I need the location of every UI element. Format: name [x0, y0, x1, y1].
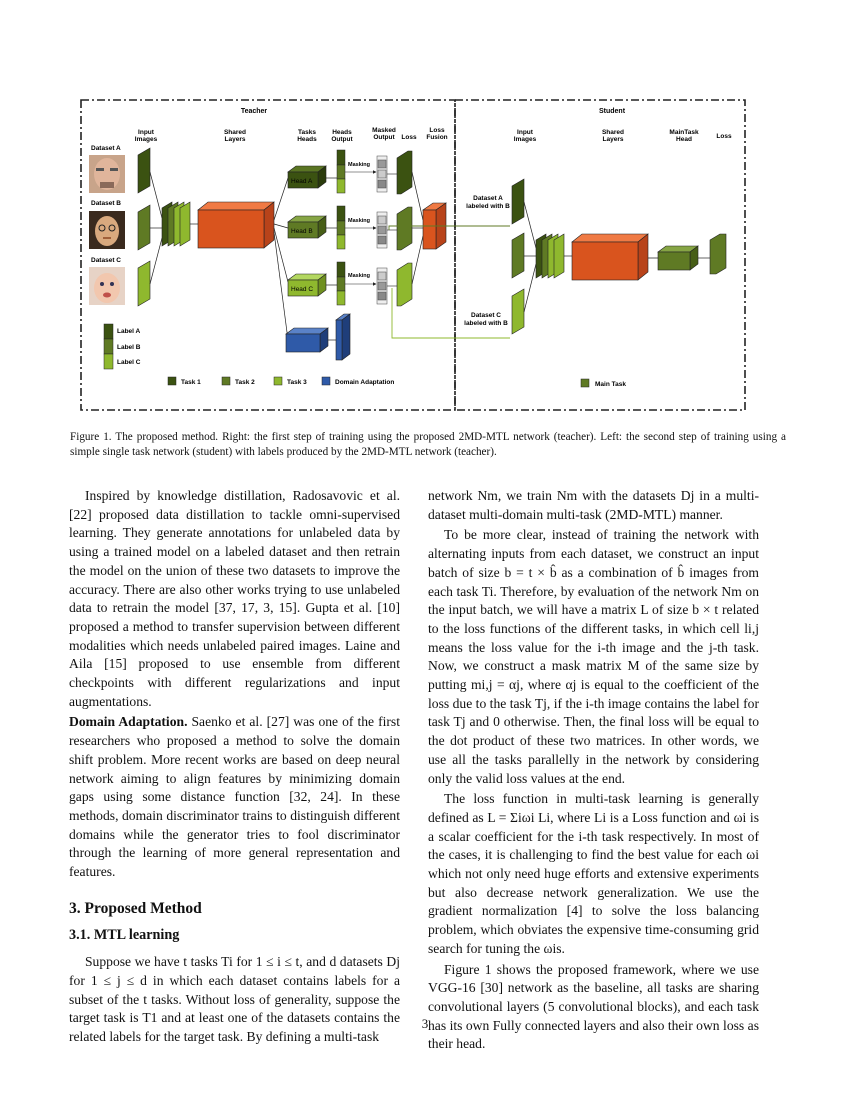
hdr-tasks-heads-2: Heads [297, 136, 317, 143]
legend-label-c: Label C [117, 359, 141, 366]
masked-output-blocks [377, 156, 387, 304]
hdr-s-input-images-2: Images [513, 136, 537, 143]
hdr-s-shared-layers-2: Layers [602, 136, 624, 143]
student-loss-slab [710, 234, 726, 274]
head-a-label: Head A [291, 178, 313, 185]
dataset-c-label: Dataset C [91, 257, 121, 264]
student-dataset-a-2: labeled with B [466, 203, 510, 210]
student-maintask-head [658, 246, 698, 270]
teacher-input-slabs [138, 148, 150, 306]
student-input-slabs [512, 179, 524, 334]
hdr-s-loss: Loss [716, 133, 732, 140]
legend-task3: Task 3 [287, 379, 307, 386]
hdr-masked-output-2: Output [373, 134, 395, 141]
face-image-b [89, 211, 125, 249]
teacher-loss-slabs [397, 151, 412, 306]
hdr-heads-output-1: Heads [332, 129, 352, 136]
legend-swatch-label-c [104, 354, 113, 369]
face-image-a [89, 155, 125, 193]
legend-swatch-domain [322, 377, 330, 385]
head-output-b [337, 206, 345, 249]
dataset-b-label: Dataset B [91, 200, 121, 207]
left-column [69, 487, 400, 1047]
masking-label-a: Masking [348, 162, 371, 168]
domain-adaptation-text: Saenko et al. [27] was one of the first researchers who proposed a method to solve the domain shift problem. More recent works are based on deep neural network aiming to align features by minimizing domain gaps using some distance function [32, 24]. In these methods, domain discriminator trains to distinguish different domains while the generator tries to fool discriminator through the learning of more general representation and features. [69, 714, 400, 880]
figure-1-diagram [0, 0, 850, 425]
student-dataset-c-1: Dataset C [471, 312, 501, 319]
subsection-heading: 3.1. MTL learning [69, 927, 180, 944]
hdr-loss-fusion-2: Fusion [426, 134, 448, 141]
figure-caption: Figure 1. The proposed method. Right: the first step of training using the proposed 2MD-MTL network (teacher). Left: the second step of training using a simple single task network (student) with labels produced by the 2MD-MTL network (teacher). [70, 431, 786, 458]
hdr-shared-layers-2: Layers [224, 136, 246, 143]
legend-label-b: Label B [117, 344, 141, 351]
hdr-s-maintask-2: Head [676, 136, 692, 143]
student-shared-layers [572, 234, 648, 280]
legend-swatch-task3 [274, 377, 282, 385]
hdr-tasks-heads-1: Tasks [298, 129, 316, 136]
student-merge-slabs [536, 234, 564, 278]
legend-swatch-label-b [104, 339, 113, 354]
section-heading: 3. Proposed Method [69, 899, 202, 917]
right-paragraph-1: network Nm, we train Nm with the datasets Dj in a multi-dataset multi-domain multi-task (2MD-MTL) manner. [428, 488, 759, 522]
head-output-c [337, 262, 345, 305]
hdr-shared-layers-1: Shared [223, 129, 247, 136]
legend-label-a: Label A [117, 328, 141, 335]
right-paragraph-3: The loss function in multi-task learning is generally defined as L = Σiωi Li, where Li is a Loss function and ωi is a scalar coefficient for the i-th task respectively. In most of the cases, it is challenging to find the best value for each ωi which not only need huge efforts and extensive experiments but also decrease network generalization. We use the gradient normalization [4] to solve the loss balancing problem, which obviates the expensive time-consuming grid search for tuning the ωis. [428, 791, 759, 956]
legend-domain: Domain Adaptation [335, 379, 395, 386]
student-dataset-a-1: Dataset A [473, 195, 503, 202]
page-number: 3 [421, 1016, 429, 1031]
legend-swatch-main-task [581, 379, 589, 387]
legend-task1: Task 1 [181, 379, 201, 386]
left-paragraph-3: Suppose we have t tasks Ti for 1 ≤ i ≤ t, and d datasets Dj for 1 ≤ j ≤ d in which each dataset contains labels for a subset of the t tasks. Without loss of generality, suppose the target task is T1 and at least one of the datasets contains the related labels for the target task. By defining a multi-task [69, 954, 400, 1044]
domain-output-block [336, 314, 350, 360]
right-column [428, 487, 759, 1054]
hdr-s-shared-layers-1: Shared [601, 129, 625, 136]
hdr-input-images-1: Input [138, 129, 154, 136]
dataset-a-label: Dataset A [91, 145, 121, 152]
student-dataset-c-2: labeled with B [464, 320, 508, 327]
left-paragraph-2 [69, 713, 400, 881]
hdr-loss-fusion-1: Loss [429, 127, 445, 134]
student-title: Student [598, 108, 626, 115]
hdr-loss: Loss [401, 134, 417, 141]
domain-adaptation-heading: Domain Adaptation. [69, 714, 188, 730]
legend-swatch-task1 [168, 377, 176, 385]
teacher-merge-slabs [162, 202, 190, 246]
masking-label-b: Masking [348, 218, 371, 224]
face-image-c [89, 267, 125, 305]
teacher-shared-layers [198, 202, 274, 248]
hdr-masked-output-1: Masked [372, 127, 396, 134]
right-paragraph-2: To be more clear, instead of training the network with alternating inputs from each dataset, we construct an input batch of size b = t × b̂ as a combination of b̂ images from each task Ti. Therefore, by evaluation of the network Nm on the input batch, we will have a matrix L of size b × t related to the loss functions of the different tasks, in which cell li,j means the loss value for the i-th image and the j-th task. Now, we construct a mask matrix M of the same size by putting mi,j = αj, where αj is equal to the coefficient of the loss due to the task Tj, if the i-th image contains the label for task Tj and 0 otherwise. Then, the final loss will be equal to the dot product of these two matrices. In other words, we use all the tasks parallelly in the network by considering only the valid loss values at the end. [428, 527, 759, 786]
teacher-title: Teacher [240, 108, 268, 115]
legend-swatch-label-a [104, 324, 113, 339]
head-b-label: Head B [291, 228, 313, 235]
right-paragraph-4: Figure 1 shows the proposed framework, where we use VGG-16 [30] network as the baseline, all tasks are sharing convolutional layers (5 convolutional blocks), and each task has its own Fully connected layers and also their own loss as their head. [428, 961, 759, 1052]
hdr-s-input-images-1: Input [517, 129, 533, 136]
legend-task2: Task 2 [235, 379, 255, 386]
hdr-heads-output-2: Output [331, 136, 353, 143]
legend-main-task: Main Task [595, 381, 626, 388]
hdr-input-images-2: Images [134, 136, 158, 143]
legend-swatch-task2 [222, 377, 230, 385]
head-c-label: Head C [291, 286, 314, 293]
head-output-a [337, 150, 345, 193]
masking-label-c: Masking [348, 273, 371, 279]
domain-head-block [286, 328, 328, 352]
left-paragraph-1: Inspired by knowledge distillation, Radosavovic et al. [22] proposed data distillation to tackle omni-supervised learning. They generate annotations for unlabeled data by using a trained model on a labeled dataset and then retrain the model on the union of these two datasets to improve the accuracy. There are also other works trying to use unlabeled data to retrain the model [37, 17, 3, 15]. Gupta et al. [10] proposed a method to transfer supervision between different modalities which needs unlabeled paired images. Laine and Aila [15] proposed to use ensemble from different checkpoints with different regularizations and input augmentations. [69, 488, 400, 709]
hdr-s-maintask-1: MainTask [669, 129, 699, 136]
